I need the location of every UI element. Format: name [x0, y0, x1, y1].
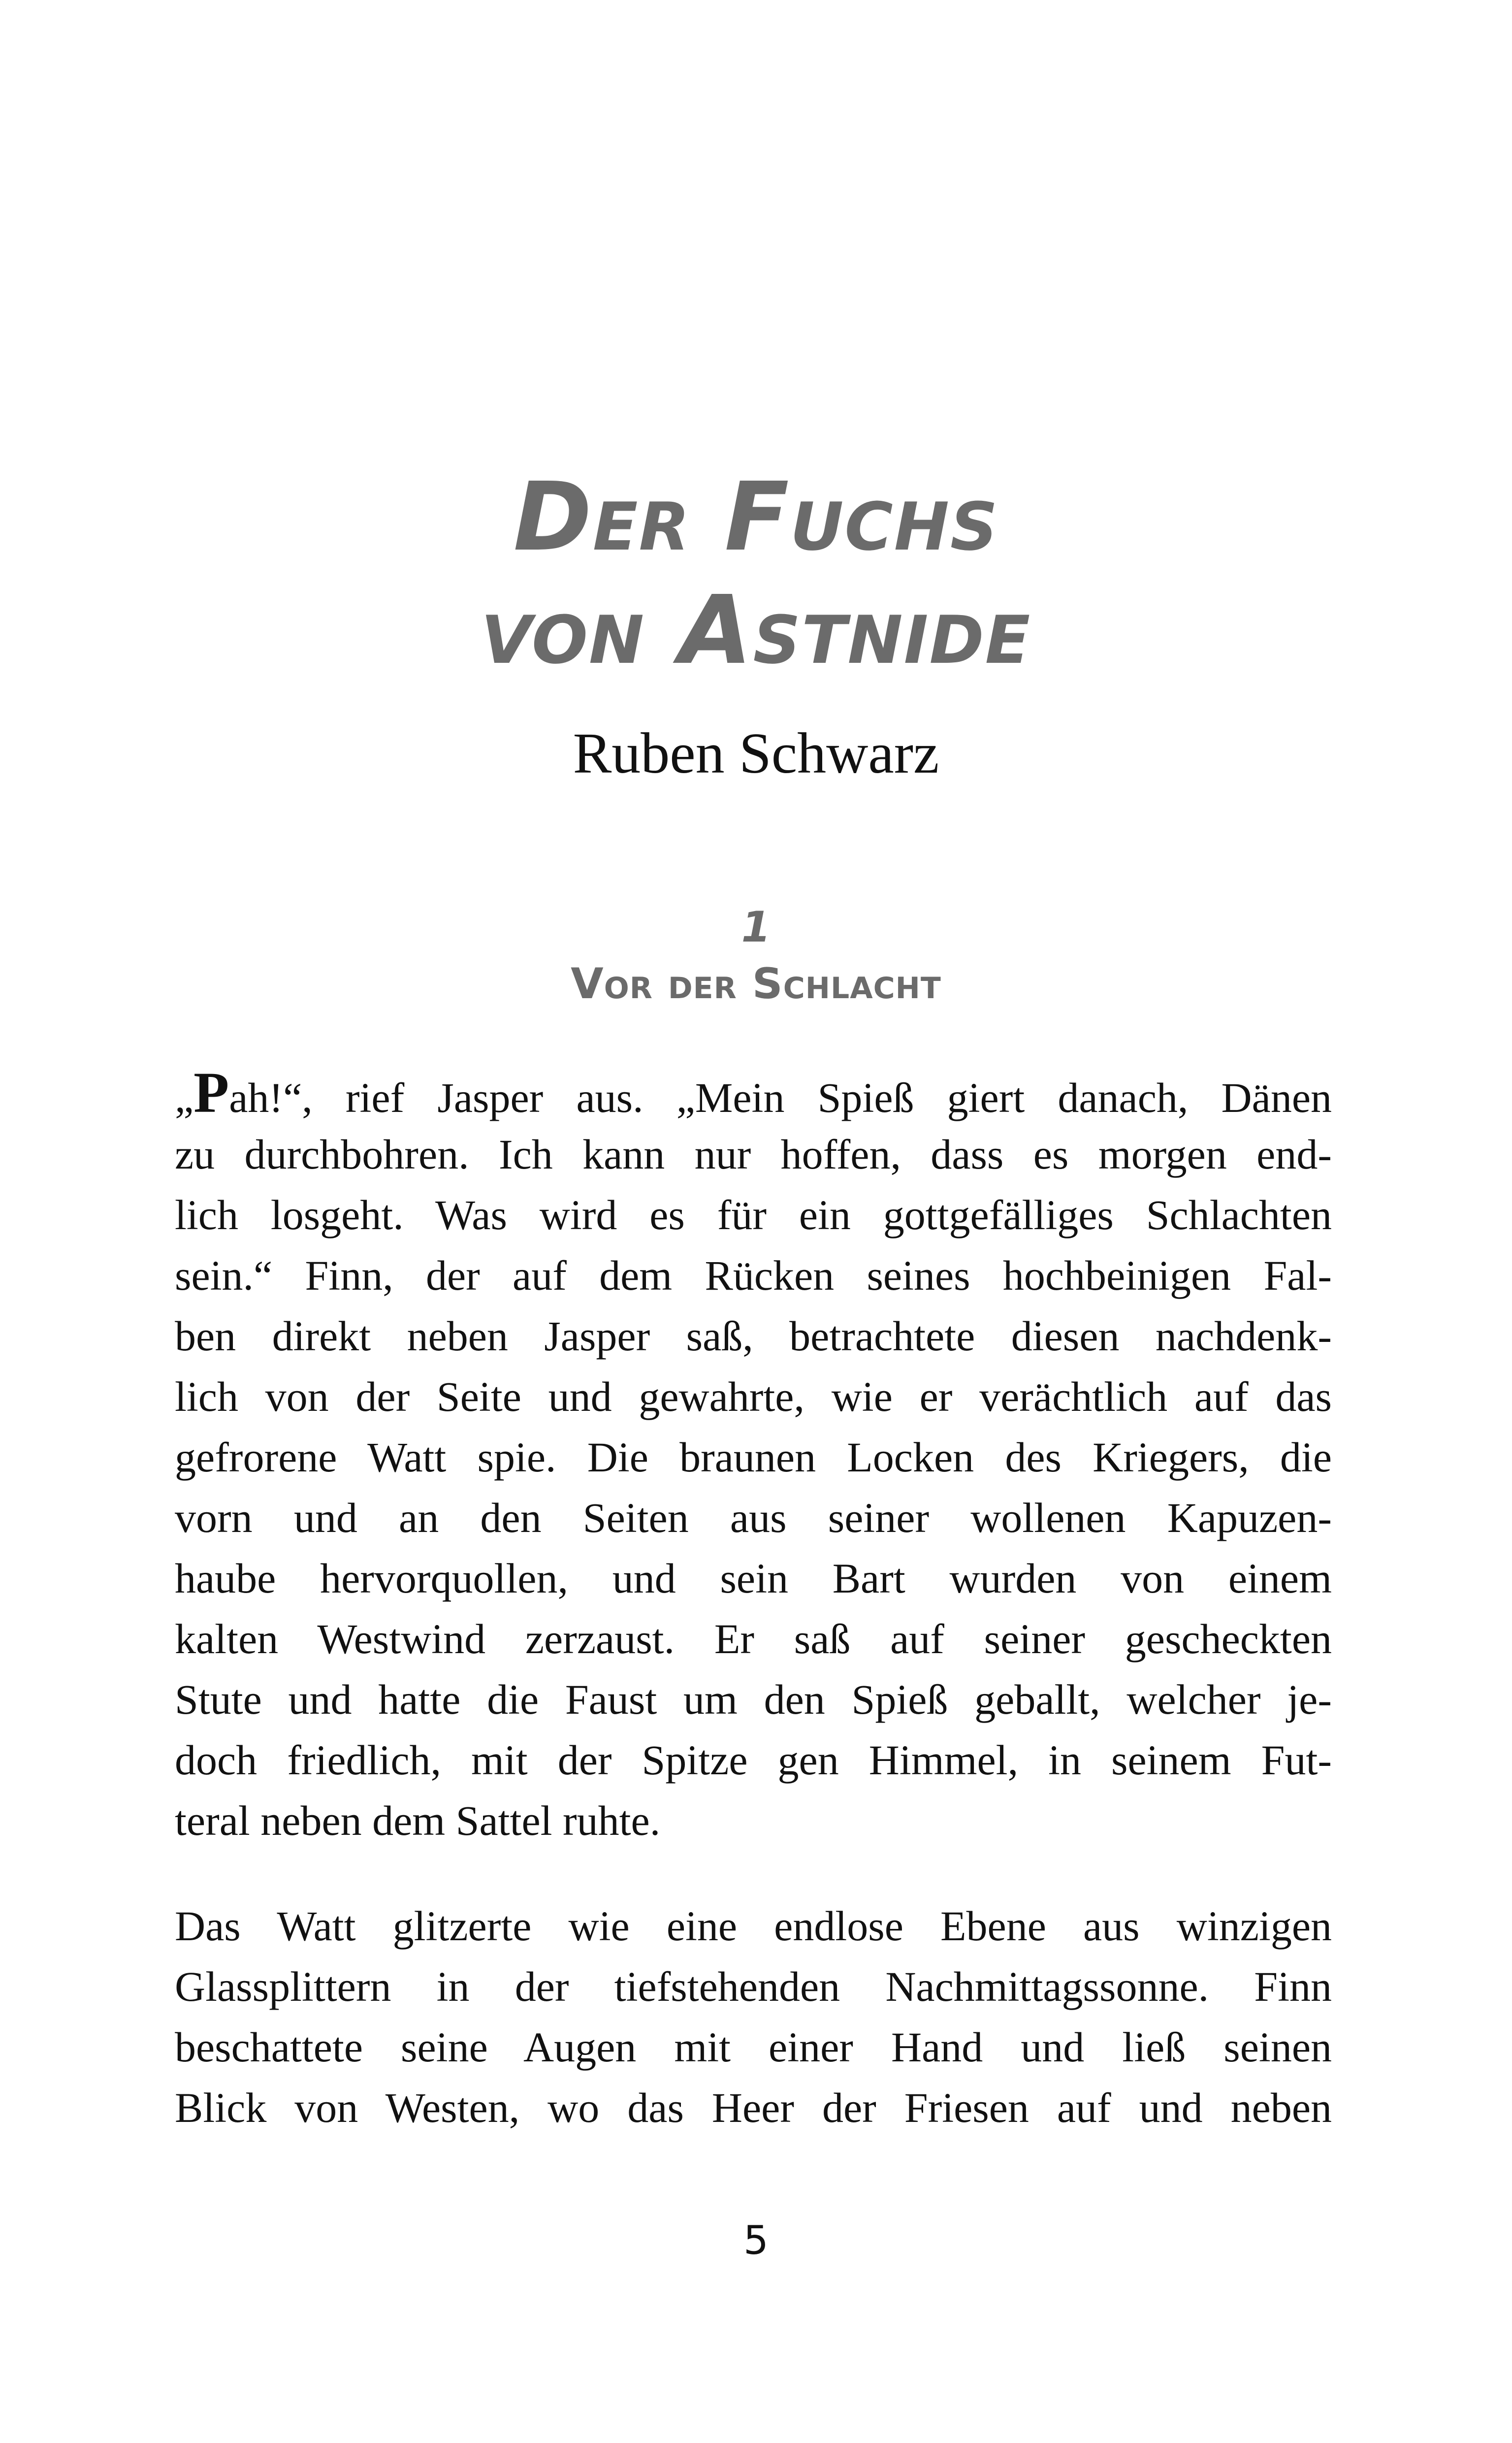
line-text: ah!“, rief Jasper aus. „Mein Spieß giert danach, Dänen [229, 1074, 1332, 1121]
book-title-line-1: Der Fuchs [513, 462, 999, 572]
chapter-title: Vor der Schlacht [571, 959, 941, 1009]
paragraph-line: vorn und an den Seiten aus seiner wollenen Kapuzen- [175, 1494, 1332, 1541]
paragraph-line [175, 1060, 1332, 1125]
paragraph-line: kalten Westwind zerzaust. Er saß auf seiner gescheckten [175, 1615, 1332, 1662]
paragraph-2 [175, 1896, 1332, 2138]
paragraph-line: Stute und hatte die Faust um den Spieß geballt, welcher je- [175, 1676, 1332, 1723]
paragraph-line: zu durchbohren. Ich kann nur hoffen, dass es morgen end- [175, 1131, 1332, 1178]
paragraph-line: Blick von Westen, wo das Heer der Friesen auf und neben [175, 2084, 1332, 2131]
drop-cap: P [193, 1060, 229, 1125]
opening-quote: „ [175, 1074, 194, 1121]
book-title-line-2: von Astnide [481, 576, 1031, 685]
page-number: 5 [743, 2217, 769, 2263]
paragraph-line: lich losgeht. Was wird es für ein gottgefälliges Schlachten [175, 1191, 1332, 1238]
paragraph-line: Das Watt glitzerte wie eine endlose Ebene aus winzigen [175, 1902, 1332, 1950]
paragraph-line: teral neben dem Sattel ruhte. [175, 1797, 661, 1844]
paragraph-line: haube hervorquollen, und sein Bart wurden von einem [175, 1555, 1332, 1602]
paragraph-line: sein.“ Finn, der auf dem Rücken seines hochbeinigen Fal- [175, 1252, 1332, 1299]
author-name: Ruben Schwarz [573, 721, 939, 785]
paragraph-line: Glassplittern in der tiefstehenden Nachmittagssonne. Finn [175, 1963, 1332, 2010]
paragraph-line: doch friedlich, mit der Spitze gen Himmel, in seinem Fut- [175, 1736, 1332, 1784]
paragraph-line: gefrorene Watt spie. Die braunen Locken des Kriegers, die [175, 1433, 1332, 1481]
paragraph-line: lich von der Seite und gewahrte, wie er verächtlich auf das [175, 1373, 1332, 1420]
paragraph-line: beschattete seine Augen mit einer Hand und ließ seinen [175, 2023, 1332, 2071]
paragraph-line: ben direkt neben Jasper saß, betrachtete diesen nachdenk- [175, 1312, 1332, 1360]
paragraph-1 [175, 1060, 1332, 1851]
chapter-number: 1 [741, 903, 771, 952]
